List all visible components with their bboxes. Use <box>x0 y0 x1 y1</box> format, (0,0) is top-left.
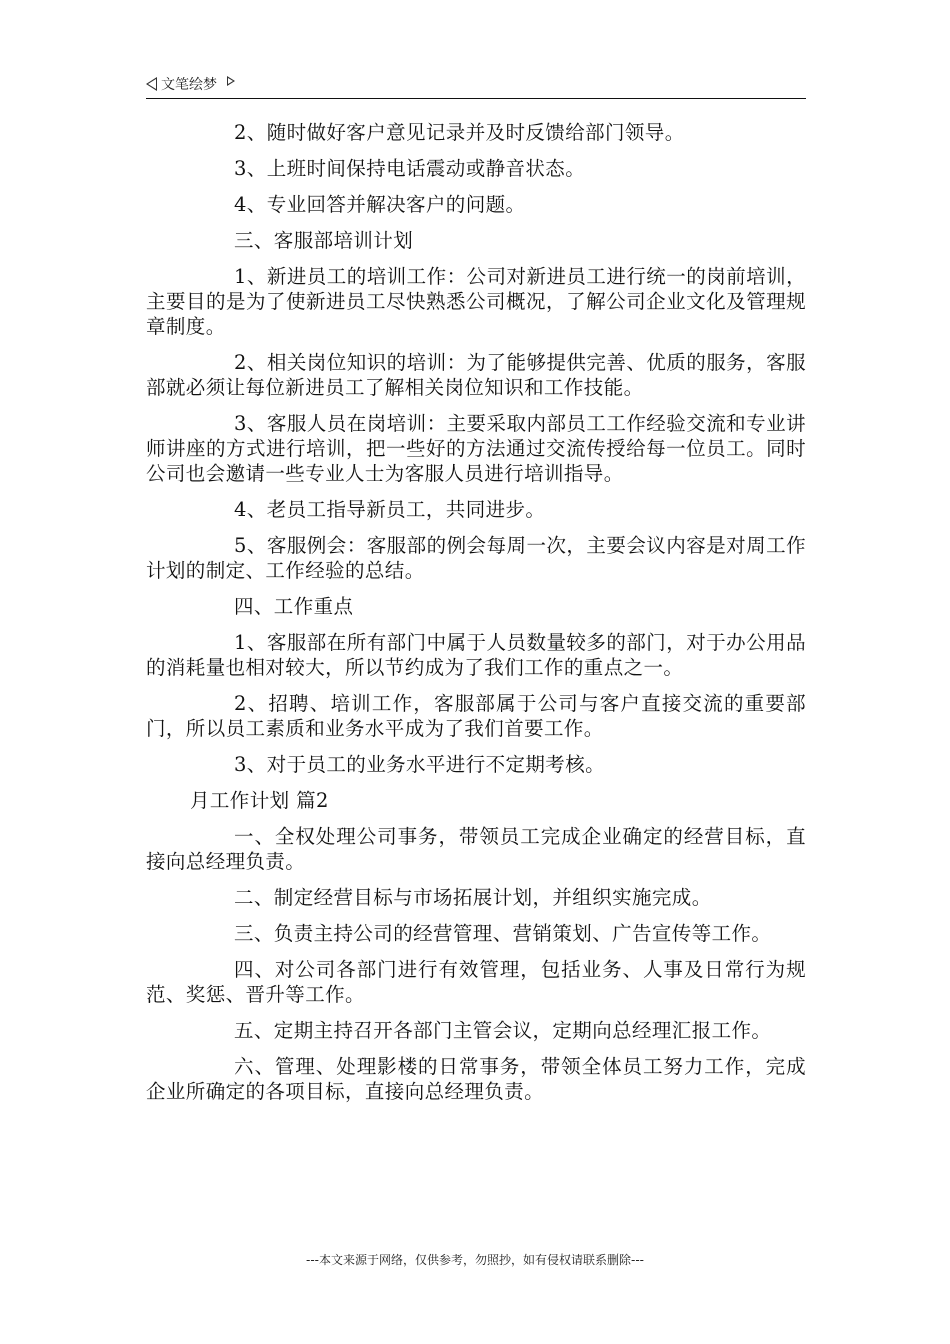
paragraph: 2、相关岗位知识的培训：为了能够提供完善、优质的服务，客服部就必须让每位新进员工了解相关岗位知识和工作技能。 <box>146 351 806 399</box>
paragraph: 1、新进员工的培训工作：公司对新进员工进行统一的岗前培训，主要目的是为了使新进员工尽快熟悉公司概况，了解公司企业文化及管理规章制度。 <box>146 265 806 338</box>
section-heading: 四、工作重点 <box>234 595 354 618</box>
header-divider <box>146 98 806 99</box>
triangle-right-icon <box>227 76 235 86</box>
page-footer: ---本文来源于网络，仅供参考，勿照抄，如有侵权请联系删除--- <box>306 1253 644 1267</box>
paragraph: 5、客服例会：客服部的例会每周一次，主要会议内容是对周工作计划的制定、工作经验的总结。 <box>146 534 806 582</box>
paragraph: 2、随时做好客户意见记录并及时反馈给部门领导。 <box>234 121 685 144</box>
paragraph: 1、客服部在所有部门中属于人员数量较多的部门，对于办公用品的消耗量也相对较大，所以节约成为了我们工作的重点之一。 <box>146 631 806 679</box>
paragraph: 六、管理、处理影楼的日常事务，带领全体员工努力工作，完成企业所确定的各项目标，直接向总经理负责。 <box>146 1055 806 1103</box>
brand-text: 文笔绘梦 <box>161 77 217 93</box>
section-heading: 三、客服部培训计划 <box>234 229 414 252</box>
paragraph: 三、负责主持公司的经营管理、营销策划、广告宣传等工作。 <box>234 922 772 945</box>
paragraph: 3、客服人员在岗培训：主要采取内部员工工作经验交流和专业讲师讲座的方式进行培训，把一些好的方法通过交流传授给每一位员工。同时公司也会邀请一些专业人士为客服人员进行培训指导。 <box>146 412 806 485</box>
header-brand <box>146 74 235 94</box>
triangle-left-icon <box>146 77 157 91</box>
paragraph: 4、老员工指导新员工，共同进步。 <box>234 498 546 521</box>
paragraph: 3、对于员工的业务水平进行不定期考核。 <box>234 753 606 776</box>
paragraph: 四、对公司各部门进行有效管理，包括业务、人事及日常行为规范、奖惩、晋升等工作。 <box>146 958 806 1006</box>
paragraph: 五、定期主持召开各部门主管会议，定期向总经理汇报工作。 <box>234 1019 772 1042</box>
paragraph: 4、专业回答并解决客户的问题。 <box>234 193 526 216</box>
document-body <box>146 120 806 1115</box>
paragraph: 二、制定经营目标与市场拓展计划，并组织实施完成。 <box>234 886 712 909</box>
paragraph: 2、招聘、培训工作，客服部属于公司与客户直接交流的重要部门，所以员工素质和业务水平成为了我们首要工作。 <box>146 692 806 740</box>
page-header <box>146 72 806 98</box>
paragraph: 一、全权处理公司事务，带领员工完成企业确定的经营目标，直接向总经理负责。 <box>146 825 806 873</box>
article-title: 月工作计划 篇2 <box>190 789 329 812</box>
paragraph: 3、上班时间保持电话震动或静音状态。 <box>234 157 586 180</box>
